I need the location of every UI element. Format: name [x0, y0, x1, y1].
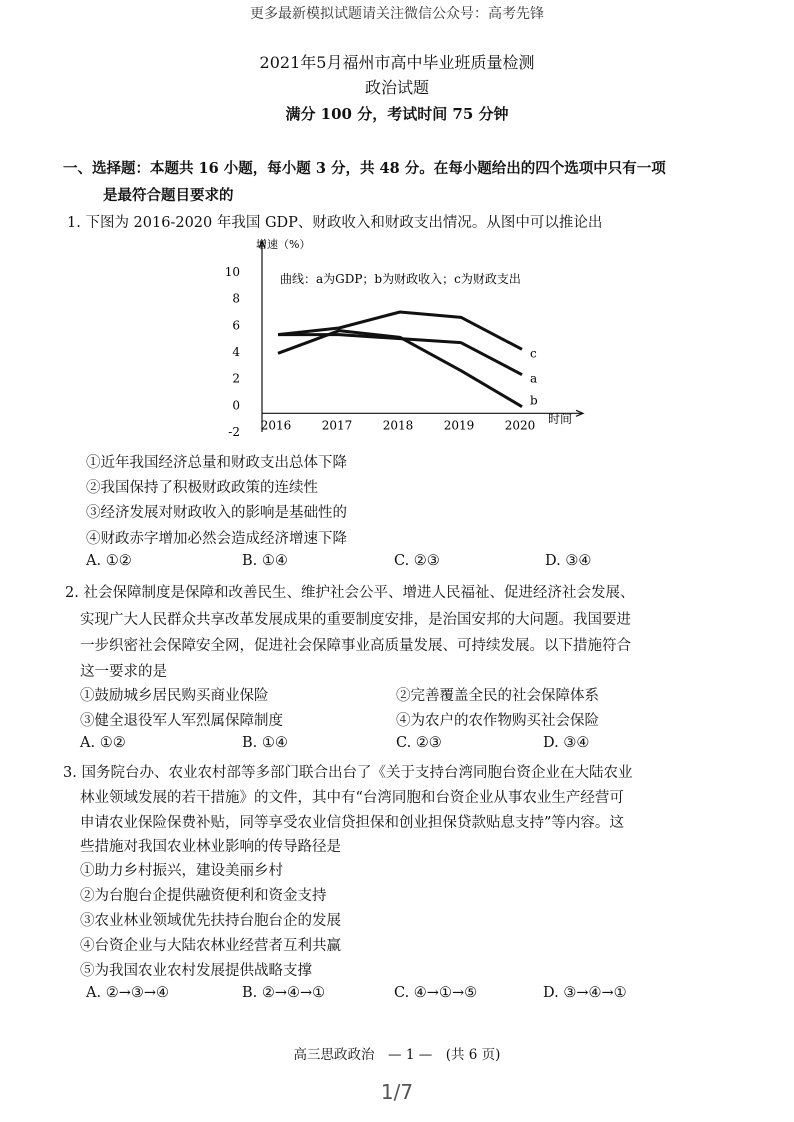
q1-option-a: A. ①② — [86, 553, 132, 569]
x-tick-label: 2019 — [443, 418, 475, 433]
series-label-a: a — [530, 371, 538, 386]
q2-option-d: D. ③④ — [543, 735, 590, 751]
q3-item-2: ②为台胞台企提供融资便利和资金支持 — [80, 888, 327, 904]
q3-option-b: B. ②→④→① — [242, 985, 326, 1001]
q1-item-2: ②我国保持了积极财政政策的连续性 — [86, 480, 318, 496]
page-counter[interactable]: 1/7 — [380, 1080, 414, 1104]
exam-title: 2021年5月福州市高中毕业班质量检测 — [259, 53, 535, 72]
top-banner: 更多最新模拟试题请关注微信公众号：高考先锋 — [250, 6, 544, 22]
q1-option-b: B. ①④ — [242, 553, 288, 569]
q2-option-c: C. ②③ — [396, 735, 442, 751]
q1-item-4: ④财政赤字增加必然会造成经济增速下降 — [86, 531, 347, 547]
y-tick-label: -2 — [228, 425, 240, 439]
q1-item-3: ③经济发展对财政收入的影响是基础性的 — [86, 505, 347, 521]
x-tick-label: 2020 — [504, 418, 536, 433]
section-heading: 一、选择题：本题共 16 小题，每小题 3 分，共 48 分。在每小题给出的四个选项中只有一项 — [63, 160, 666, 177]
series-line-c — [278, 312, 522, 349]
q2-stem-line-2: 实现广大人民群众共享改革发展成果的重要制度安排，是治国安邦的大问题。我国要进 — [80, 612, 631, 628]
q1-option-d: D. ③④ — [545, 553, 592, 569]
q2-stem-line-4: 这一要求的是 — [80, 664, 167, 680]
q3-item-3: ③农业林业领域优先扶持台胞台企的发展 — [80, 913, 341, 929]
x-tick-label: 2016 — [260, 418, 292, 433]
series-line-b — [278, 331, 522, 407]
x-axis-label: 时间 — [548, 412, 573, 426]
q3-stem-line-4: 些措施对我国农业林业影响的传导路径是 — [80, 839, 341, 855]
q2-option-a: A. ①② — [80, 735, 126, 751]
q3-stem-line-1: 3. 国务院台办、农业农村部等多部门联合出台了《关于支持台湾同胞台资企业在大陆农业 — [63, 765, 633, 781]
series-label-b: b — [530, 393, 538, 408]
q2-option-b: B. ①④ — [242, 735, 288, 751]
gdp-fiscal-line-chart — [210, 228, 590, 443]
q3-option-d: D. ③→④→① — [543, 985, 627, 1001]
y-tick-label: 8 — [232, 291, 240, 306]
q3-stem-line-2: 林业领域发展的若干措施》的文件，其中有“台湾同胞和台资企业从事农业生产经营可 — [80, 790, 624, 806]
series-label-c: c — [530, 346, 537, 361]
x-tick-label: 2018 — [382, 418, 414, 433]
q1-item-1: ①近年我国经济总量和财政支出总体下降 — [86, 455, 347, 471]
q3-item-4: ④台资企业与大陆农林业经营者互利共赢 — [80, 938, 341, 954]
page-footer: 高三思政政治 — 1 — (共 6 页) — [293, 1047, 501, 1063]
exam-meta: 满分 100 分，考试时间 75 分钟 — [285, 105, 509, 123]
q3-item-5: ⑤为我国农业农村发展提供战略支撑 — [80, 963, 312, 979]
chart-lines — [278, 312, 538, 408]
y-tick-label: 6 — [232, 318, 240, 333]
q2-stem-line-1: 2. 社会保障制度是保障和改善民生、维护社会公平、增进人民福祉、促进经济社会发展、 — [65, 585, 635, 601]
chart-legend-text: 曲线：a为GDP；b为财政收入；c为财政支出 — [280, 272, 521, 286]
q3-item-1: ①助力乡村振兴，建设美丽乡村 — [80, 863, 283, 879]
y-tick-label: 10 — [224, 265, 240, 279]
exam-subject: 政治试题 — [364, 78, 429, 97]
section-heading-cont: 是最符合题目要求的 — [103, 187, 234, 204]
x-tick-label: 2017 — [321, 418, 353, 433]
y-tick-label: 2 — [232, 371, 240, 386]
q1-option-c: C. ②③ — [394, 553, 440, 569]
q2-stem-line-3: 一步织密社会保障安全网，促进社会保障事业高质量发展、可持续发展。以下措施符合 — [80, 638, 631, 654]
y-axis-label: 增速（%） — [256, 238, 311, 251]
q2-item-3: ③健全退役军人军烈属保障制度 — [80, 713, 283, 729]
q3-option-c: C. ④→①→⑤ — [394, 985, 478, 1001]
q2-item-1: ①鼓励城乡居民购买商业保险 — [80, 688, 269, 704]
q1-stem: 1. 下图为 2016-2020 年我国 GDP、财政收入和财政支出情况。从图中可以推论出 — [67, 215, 603, 231]
q3-stem-line-3: 申请农业保险保费补贴，同等享受农业信贷担保和创业担保贷款贴息支持”等内容。这 — [80, 815, 624, 831]
q3-option-a: A. ②→③→④ — [86, 985, 169, 1001]
q2-item-2: ②完善覆盖全民的社会保障体系 — [396, 688, 599, 704]
y-tick-label: 0 — [232, 398, 240, 413]
y-tick-label: 4 — [232, 345, 240, 359]
q2-item-4: ④为农户的农作物购买社会保险 — [396, 713, 599, 729]
